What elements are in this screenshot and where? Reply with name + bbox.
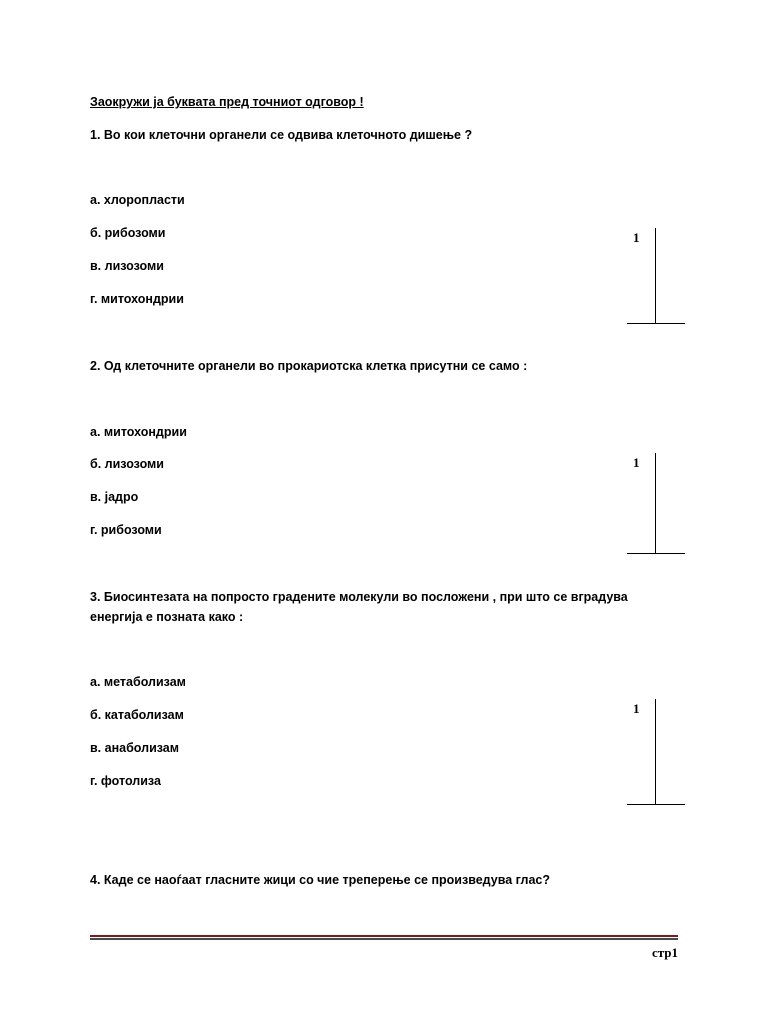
question-text: 3. Биосинтезата на попросто градените молекули во посложени , при што се вградува енергија е позната како :: [90, 590, 628, 624]
score-box-vertical-line: [655, 699, 656, 805]
score-box-vertical-line: [655, 228, 656, 324]
question-text: 2. Од клеточните органели во прокариотска клетка присутни се само :: [90, 359, 528, 373]
answer-option[interactable]: г. рибозоми: [90, 523, 162, 537]
answer-option[interactable]: б. катаболизам: [90, 708, 184, 722]
answer-option[interactable]: в. јадро: [90, 490, 139, 504]
answer-option[interactable]: б. лизозоми: [90, 457, 164, 471]
score-box-horizontal-line: [627, 323, 685, 324]
score-box-vertical-line: [655, 453, 656, 554]
answer-option[interactable]: а. митохондрии: [90, 425, 187, 439]
score-box-horizontal-line: [627, 553, 685, 554]
page-number: стр1: [651, 945, 678, 960]
answer-option[interactable]: г. митохондрии: [90, 292, 184, 306]
footer-divider: [90, 935, 678, 940]
question-text: 1. Во кои клеточни органели се одвива клеточното дишење ?: [90, 128, 473, 142]
question-text: 4. Каде се наоѓаат гласните жици со чие треперење се произведува глас?: [90, 873, 551, 887]
answer-option[interactable]: а. хлоропласти: [90, 193, 185, 207]
points-value: 1: [633, 230, 640, 245]
score-box-horizontal-line: [627, 804, 685, 805]
instruction-text: Заокружи ја буквата пред точниот одговор !: [90, 95, 364, 109]
answer-option[interactable]: а. метаболизам: [90, 675, 186, 689]
points-value: 1: [633, 701, 640, 716]
points-value: 1: [633, 455, 640, 470]
answer-option[interactable]: в. лизозоми: [90, 259, 164, 273]
answer-option[interactable]: в. анаболизам: [90, 741, 180, 755]
answer-option[interactable]: б. рибозоми: [90, 226, 166, 240]
footer-rule-line: [90, 938, 678, 940]
answer-option[interactable]: г. фотолиза: [90, 774, 161, 788]
